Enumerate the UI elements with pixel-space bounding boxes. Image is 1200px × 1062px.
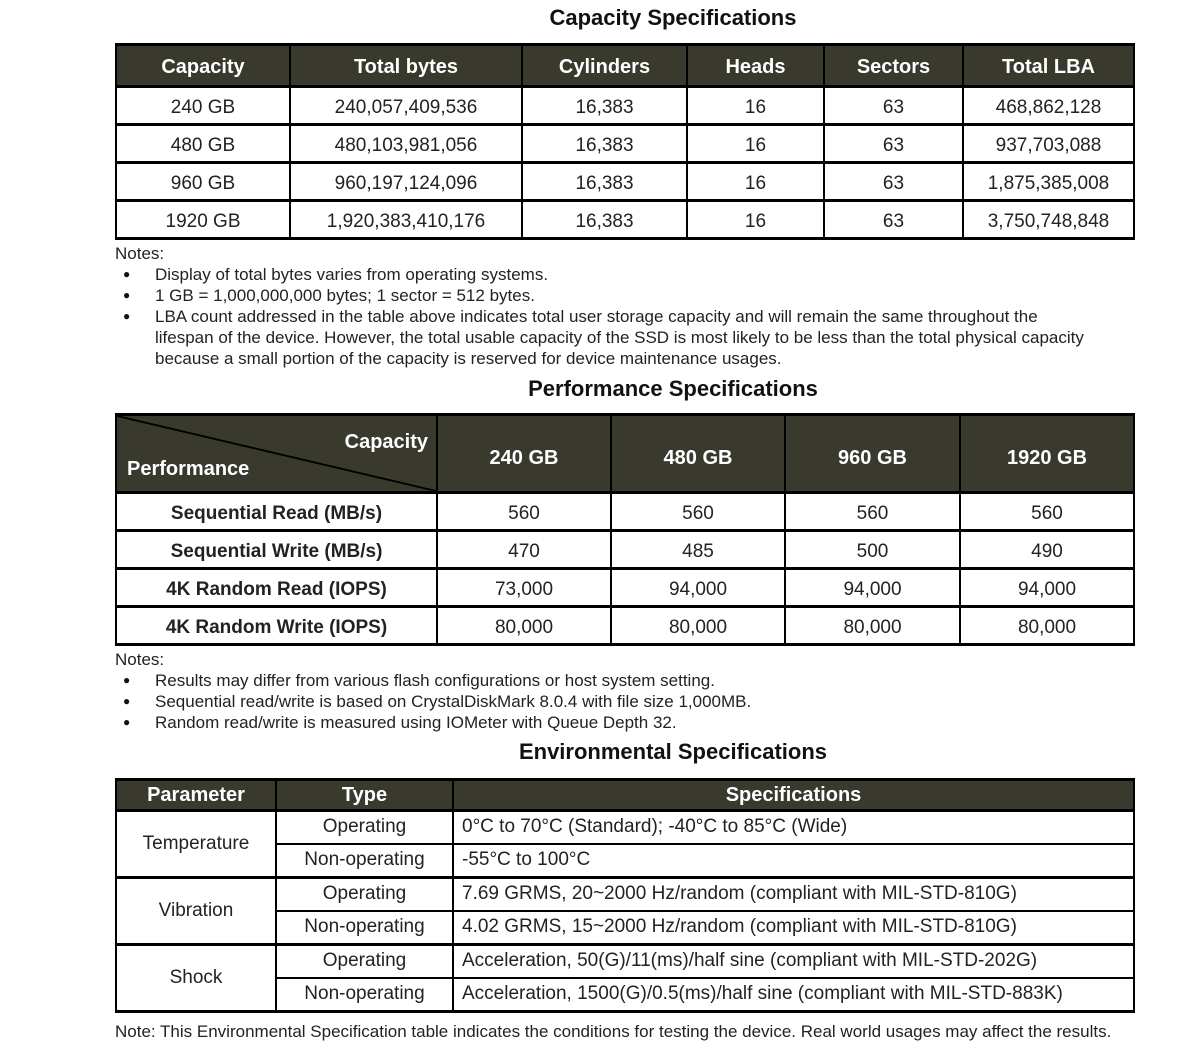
note-item: [115, 670, 1200, 691]
table-cell: 80,000: [785, 607, 960, 645]
table-cell: 16,383: [522, 201, 687, 239]
capacity-table: [115, 43, 1135, 240]
type-cell: Operating: [276, 945, 453, 979]
note-item: [115, 712, 1200, 733]
table-cell: 94,000: [960, 569, 1134, 607]
table-cell: 485: [611, 531, 785, 569]
table-row: [116, 607, 1134, 645]
note-text: Display of total bytes varies from operating systems.: [155, 265, 549, 284]
table-row: [116, 945, 1134, 979]
capacity-section-title: Capacity Specifications: [549, 5, 797, 30]
column-header-240gb: 240 GB: [437, 415, 611, 493]
table-cell: 63: [824, 201, 963, 239]
environmental-table: [115, 778, 1135, 1013]
table-row: [116, 531, 1134, 569]
parameter-cell-shock: Shock: [116, 945, 276, 1012]
spec-cell: Acceleration, 50(G)/11(ms)/half sine (compliant with MIL-STD-202G): [453, 945, 1134, 979]
note-text: 1 GB = 1,000,000,000 bytes; 1 sector = 512 bytes.: [155, 286, 535, 305]
table-cell: 937,703,088: [963, 125, 1134, 163]
corner-capacity-label: Capacity: [344, 431, 428, 453]
bullet-icon: ●: [123, 267, 131, 281]
bullet-icon: ●: [123, 715, 131, 729]
table-cell: 94,000: [785, 569, 960, 607]
table-cell: 560: [960, 493, 1134, 531]
parameter-cell-vibration: Vibration: [116, 878, 276, 945]
table-cell: 480,103,981,056: [290, 125, 522, 163]
table-cell: 16: [687, 163, 824, 201]
note-text: Random read/write is measured using IOMeter with Queue Depth 32.: [155, 713, 677, 732]
table-cell: 560: [611, 493, 785, 531]
notes-label: Notes:: [115, 244, 165, 263]
table-cell: 3,750,748,848: [963, 201, 1134, 239]
spec-cell: 7.69 GRMS, 20~2000 Hz/random (compliant with MIL-STD-810G): [453, 878, 1134, 912]
table-row: [116, 125, 1134, 163]
capacity-table-header-row: [116, 45, 1134, 87]
column-header-total-bytes: Total bytes: [290, 45, 522, 87]
table-cell: 480 GB: [116, 125, 290, 163]
note-item: [115, 285, 1200, 306]
table-row: [116, 87, 1134, 125]
table-cell: 960,197,124,096: [290, 163, 522, 201]
table-row: [116, 811, 1134, 845]
column-header-1920gb: 1920 GB: [960, 415, 1134, 493]
performance-table-header-row: [116, 415, 1134, 493]
parameter-cell-temperature: Temperature: [116, 811, 276, 878]
column-header-cylinders: Cylinders: [522, 45, 687, 87]
table-cell: 470: [437, 531, 611, 569]
spec-cell: 4.02 GRMS, 15~2000 Hz/random (compliant with MIL-STD-810G): [453, 911, 1134, 945]
column-header-type: Type: [276, 780, 453, 811]
note-text: LBA count addressed in the table above indicates total user storage capacity and will remain the same throughout the lifespan of the device. However, the total usable capacity of the SSD is most likely to be less than the total physical capacity because a small portion of the capacity is reserved for device maintenance usages.: [155, 307, 1084, 368]
bullet-icon: ●: [123, 309, 131, 323]
table-cell: 560: [785, 493, 960, 531]
column-header-480gb: 480 GB: [611, 415, 785, 493]
performance-section-title: Performance Specifications: [528, 376, 818, 401]
row-label-4k-random-read: 4K Random Read (IOPS): [116, 569, 437, 607]
notes-label: Notes:: [115, 650, 165, 669]
spec-cell: 0°C to 70°C (Standard); -40°C to 85°C (Wide): [453, 811, 1134, 845]
environmental-section-title: Environmental Specifications: [518, 739, 828, 764]
table-cell: 960 GB: [116, 163, 290, 201]
row-label-sequential-write: Sequential Write (MB/s): [116, 531, 437, 569]
row-label-4k-random-write: 4K Random Write (IOPS): [116, 607, 437, 645]
performance-table: [115, 413, 1135, 646]
table-cell: 63: [824, 87, 963, 125]
table-cell: 16: [687, 201, 824, 239]
bullet-icon: ●: [123, 288, 131, 302]
spec-cell: Acceleration, 1500(G)/0.5(ms)/half sine (compliant with MIL-STD-883K): [453, 978, 1134, 1012]
table-cell: 16,383: [522, 125, 687, 163]
table-row: [116, 569, 1134, 607]
corner-performance-label: Performance: [127, 458, 250, 480]
bullet-icon: ●: [123, 673, 131, 687]
table-row: [116, 163, 1134, 201]
table-cell: 63: [824, 163, 963, 201]
table-cell: 16,383: [522, 163, 687, 201]
table-cell: 560: [437, 493, 611, 531]
type-cell: Operating: [276, 811, 453, 845]
table-cell: 80,000: [960, 607, 1134, 645]
row-label-sequential-read: Sequential Read (MB/s): [116, 493, 437, 531]
type-cell: Non-operating: [276, 978, 453, 1012]
environmental-footnote: Note: This Environmental Specification table indicates the conditions for testing the device. Real world usages may affect the results.: [115, 1022, 1112, 1041]
type-cell: Non-operating: [276, 911, 453, 945]
table-cell: 16,383: [522, 87, 687, 125]
table-cell: 1,875,385,008: [963, 163, 1134, 201]
table-cell: 240,057,409,536: [290, 87, 522, 125]
table-cell: 1920 GB: [116, 201, 290, 239]
column-header-sectors: Sectors: [824, 45, 963, 87]
table-cell: 63: [824, 125, 963, 163]
table-cell: 73,000: [437, 569, 611, 607]
corner-header-cell: [116, 415, 437, 493]
table-cell: 16: [687, 125, 824, 163]
table-cell: 1,920,383,410,176: [290, 201, 522, 239]
note-item: [115, 691, 1200, 712]
table-cell: 94,000: [611, 569, 785, 607]
table-row: [116, 878, 1134, 912]
table-cell: 16: [687, 87, 824, 125]
table-row: [116, 493, 1134, 531]
note-item: [115, 306, 1200, 369]
column-header-capacity: Capacity: [116, 45, 290, 87]
bullet-icon: ●: [123, 694, 131, 708]
note-text: Results may differ from various flash configurations or host system setting.: [155, 671, 715, 690]
capacity-notes: [115, 243, 1200, 369]
column-header-heads: Heads: [687, 45, 824, 87]
type-cell: Operating: [276, 878, 453, 912]
column-header-specifications: Specifications: [453, 780, 1134, 811]
type-cell: Non-operating: [276, 844, 453, 878]
table-row: [116, 201, 1134, 239]
environmental-table-header-row: [116, 780, 1134, 811]
note-item: [115, 264, 1200, 285]
table-cell: 240 GB: [116, 87, 290, 125]
spec-cell: -55°C to 100°C: [453, 844, 1134, 878]
note-text: Sequential read/write is based on CrystalDiskMark 8.0.4 with file size 1,000MB.: [155, 692, 752, 711]
performance-notes: [115, 649, 1200, 733]
column-header-960gb: 960 GB: [785, 415, 960, 493]
column-header-parameter: Parameter: [116, 780, 276, 811]
column-header-total-lba: Total LBA: [963, 45, 1134, 87]
table-cell: 468,862,128: [963, 87, 1134, 125]
table-cell: 500: [785, 531, 960, 569]
table-cell: 80,000: [437, 607, 611, 645]
table-cell: 80,000: [611, 607, 785, 645]
table-cell: 490: [960, 531, 1134, 569]
